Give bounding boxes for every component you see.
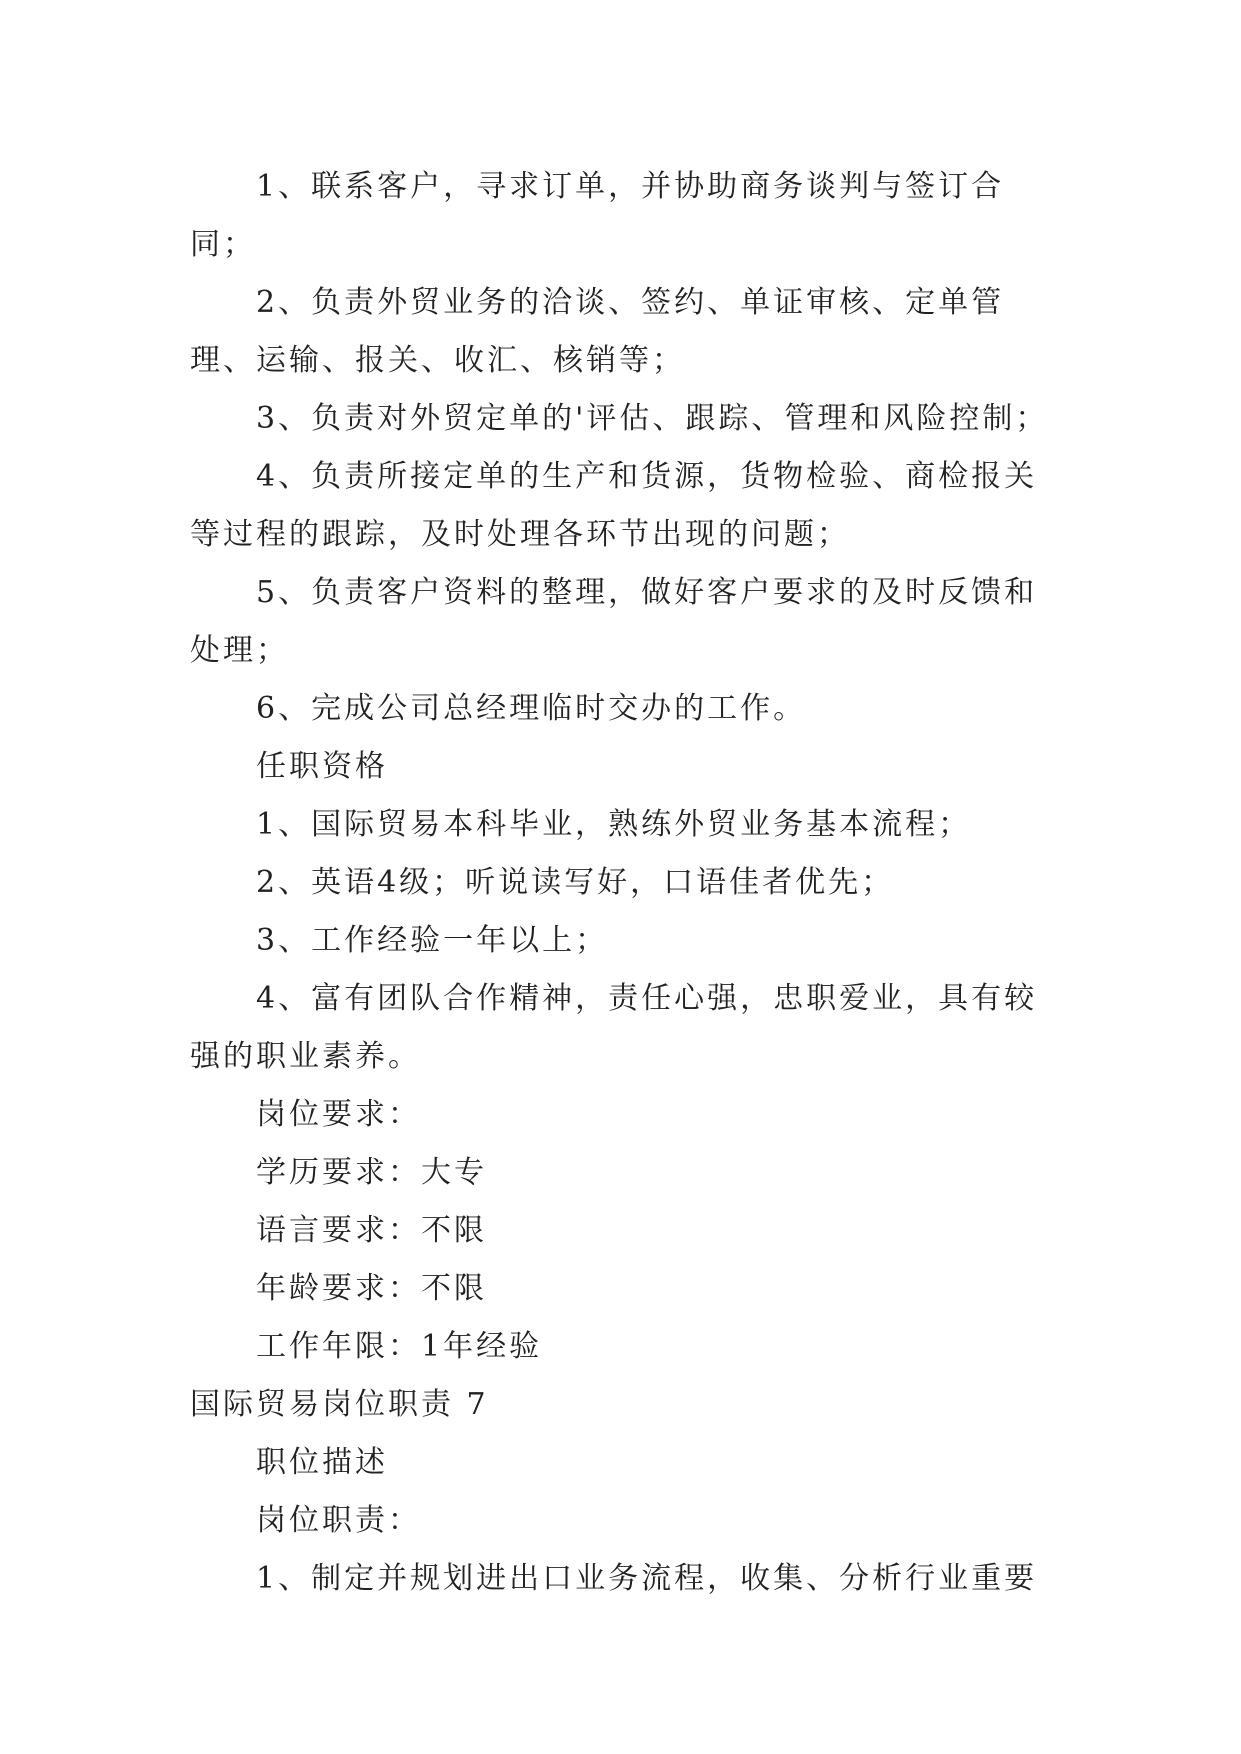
paragraph: 1、国际贸易本科毕业，熟练外贸业务基本流程； xyxy=(256,807,972,842)
paragraph: 年龄要求：不限 xyxy=(256,1271,487,1306)
paragraph: 4、负责所接定单的生产和货源，货物检验、商检报关等过程的跟踪，及时处理各环节出现的问题； xyxy=(190,459,1038,552)
subheading: 任职资格 xyxy=(256,749,388,784)
paragraph: 学历要求：大专 xyxy=(256,1155,487,1190)
subheading: 职位描述 xyxy=(256,1445,388,1480)
paragraph: 工作年限：1年经验 xyxy=(256,1329,543,1364)
paragraph: 4、富有团队合作精神，责任心强，忠职爱业，具有较强的职业素养。 xyxy=(190,981,1038,1074)
paragraph: 6、完成公司总经理临时交办的工作。 xyxy=(256,691,807,726)
paragraph: 3、工作经验一年以上； xyxy=(256,923,609,958)
paragraph: 2、负责外贸业务的洽谈、签约、单证审核、定单管理、运输、报关、收汇、核销等； xyxy=(190,285,1005,378)
paragraph: 3、负责对外贸定单的'评估、跟踪、管理和风险控制； xyxy=(256,401,1049,436)
subheading: 岗位职责： xyxy=(256,1503,421,1538)
subheading: 岗位要求： xyxy=(256,1097,421,1132)
paragraph: 2、英语4级；听说读写好，口语佳者优先； xyxy=(256,865,895,900)
section-title: 国际贸易岗位职责 7 xyxy=(190,1387,489,1422)
paragraph: 1、制定并规划进出口业务流程，收集、分析行业重要 xyxy=(256,1561,1038,1596)
document-body xyxy=(190,158,1070,1608)
paragraph: 5、负责客户资料的整理，做好客户要求的及时反馈和处理； xyxy=(190,575,1038,668)
paragraph: 语言要求：不限 xyxy=(256,1213,487,1248)
paragraph: 1、联系客户，寻求订单，并协助商务谈判与签订合同； xyxy=(190,169,1005,262)
